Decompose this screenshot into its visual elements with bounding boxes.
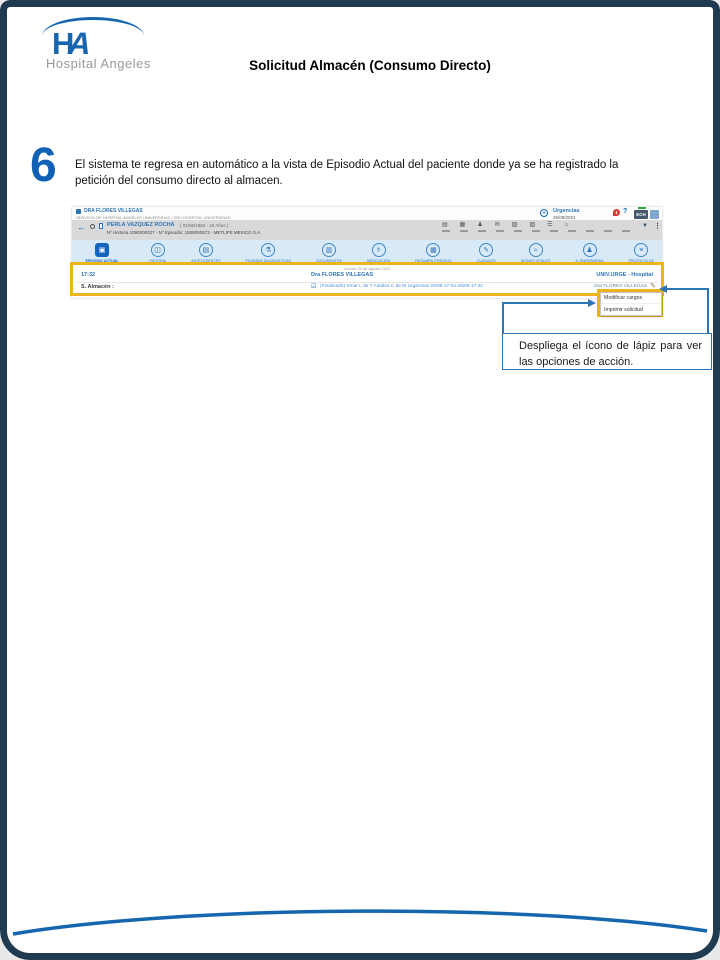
connector-line bbox=[667, 288, 708, 290]
record-unit: UNIV.URGE - Hospital bbox=[596, 272, 653, 278]
toolbar-icon-3[interactable]: ♟ bbox=[477, 222, 483, 228]
checkbox-icon[interactable]: ☑ bbox=[311, 284, 317, 290]
annotation-callout bbox=[502, 333, 712, 370]
area-label[interactable]: Urgencias bbox=[553, 208, 580, 214]
toolbar-icon-2[interactable]: ▦ bbox=[459, 222, 466, 228]
logged-doctor[interactable]: DRA FLORES VILLEGAS bbox=[84, 208, 143, 214]
app-icon bbox=[76, 209, 81, 214]
record-date-header: Jueves 25 de agosto 2022 bbox=[343, 266, 391, 271]
patient-bar bbox=[72, 220, 662, 240]
date-label: 25/08/2022 bbox=[553, 214, 576, 220]
pruebas-diagnosticas-icon: ⚗ bbox=[261, 243, 275, 257]
tab-label: CUIDADOS bbox=[476, 258, 496, 263]
tab-label: DOCUMENTOS bbox=[316, 258, 342, 263]
almacen-label: S. Almacén : bbox=[81, 284, 114, 290]
request-status[interactable]: (Finalizado) Smar L de T Adultos C de M Urgencias 25/08 17:04-25/08 17:32 bbox=[320, 284, 483, 289]
patient-age: ( 01/06/1982 - 40 Años ) bbox=[180, 222, 229, 228]
step-instruction: El sistema te regresa en automático a la vista de Episodio Actual del paciente donde ya se ha registrado la petición del consumo directo al almacen. bbox=[75, 159, 619, 188]
tab-pruebas-diagnosticas[interactable] bbox=[246, 243, 291, 263]
grid-icon[interactable] bbox=[650, 210, 659, 219]
toolbar-icon-1[interactable]: ▤ bbox=[442, 222, 448, 228]
connector-line bbox=[502, 302, 588, 304]
antecedentes-icon: ▤ bbox=[199, 243, 213, 257]
protocolos-icon: ≡ bbox=[634, 243, 648, 257]
patient-details: Nº Historia 1090000027 - Nº Episodio: 1508000673 - METLIFE MEXICO S.A. bbox=[107, 230, 262, 235]
record-signer: Dra FLORES VILLEGAS bbox=[594, 284, 647, 289]
toolbar-icon-6[interactable]: ▨ bbox=[529, 222, 536, 228]
tab-label: A. ENFERMERIA bbox=[575, 258, 604, 263]
arrow-to-menu bbox=[588, 299, 596, 307]
arrow-to-pencil bbox=[659, 285, 667, 293]
ech-badge[interactable]: ECH bbox=[634, 210, 648, 219]
step-number: 6 bbox=[30, 139, 57, 192]
plus-icon[interactable]: + bbox=[541, 210, 547, 217]
cuidados-icon: ✎ bbox=[479, 243, 493, 257]
tab-label: ANTECEDENTES bbox=[191, 258, 221, 263]
logo-wordmark: Hospital Angeles bbox=[46, 56, 151, 71]
record-time: 17:32 bbox=[81, 272, 96, 278]
tab-medicacion[interactable] bbox=[367, 243, 390, 263]
toolbar-icon-8[interactable]: ⌂ bbox=[564, 222, 569, 228]
back-icon[interactable]: ← bbox=[77, 222, 86, 232]
logo-h: H bbox=[52, 26, 70, 61]
tab-label: PRUEBAS DIAGNÓSTICAS bbox=[245, 258, 291, 263]
signos-vitales-icon: ≈ bbox=[529, 243, 543, 257]
tab-signos-vitales[interactable] bbox=[521, 243, 551, 263]
filter-icon[interactable]: ▼ bbox=[642, 223, 648, 229]
menu-item-modificar-cargos[interactable]: Modificar cargos bbox=[604, 295, 643, 302]
hospital-angeles-logo bbox=[52, 26, 92, 61]
help-icon[interactable]: ? bbox=[623, 208, 628, 215]
toolbar-icon-4[interactable]: ✉ bbox=[494, 222, 500, 228]
logo-a: A bbox=[65, 26, 92, 61]
highlighted-record bbox=[70, 262, 664, 296]
documentos-icon: ▥ bbox=[322, 243, 336, 257]
tab-label: RESUMEN EPISODIO bbox=[415, 258, 452, 263]
tab-label: EPISODIO ACTUAL bbox=[85, 258, 119, 263]
tab-label: MEDICACIÓN bbox=[367, 258, 391, 263]
tab-a-enfermeria[interactable] bbox=[576, 243, 604, 263]
tab-label: HISTORIA bbox=[149, 258, 167, 263]
connector-line bbox=[707, 288, 709, 333]
tab-protocolos[interactable] bbox=[629, 243, 654, 263]
actions-menu bbox=[600, 292, 662, 316]
connector-line bbox=[502, 302, 504, 333]
notification-icon[interactable]: 1 bbox=[613, 209, 620, 216]
status-indicator bbox=[638, 207, 646, 209]
episodio-actual-icon: ▣ bbox=[95, 243, 109, 257]
resumen-episodio-icon: ▦ bbox=[426, 243, 440, 257]
annotation-text: Despliega el ícono de lápiz para ver las opciones de acción. bbox=[519, 340, 702, 368]
app-topbar bbox=[72, 207, 662, 220]
page-title: Solicitud Almacén (Consumo Directo) bbox=[249, 58, 491, 73]
medicacion-icon: ⚕ bbox=[372, 243, 386, 257]
tab-antecedentes[interactable] bbox=[191, 243, 220, 263]
row-divider bbox=[77, 282, 657, 283]
patient-name[interactable]: PERLA VAZQUEZ ROCHA bbox=[107, 222, 175, 228]
kebab-menu-icon[interactable]: ⋮ bbox=[654, 223, 661, 230]
tab-historia[interactable] bbox=[149, 243, 166, 263]
tab-cuidados[interactable] bbox=[477, 243, 496, 263]
patient-toolbar bbox=[442, 222, 568, 228]
service-line: SERVICIO DE HOSPITAL ANGELES UNIVERSIDAD / SRV HOSPITAL UNIVERSIDAD bbox=[76, 215, 231, 220]
toolbar-labels bbox=[442, 230, 632, 232]
patient-doc-icon bbox=[99, 223, 103, 229]
menu-item-imprimir-solicitud[interactable]: Imprimir solicitud bbox=[601, 303, 661, 314]
tab-label: SIGNOS VITALES bbox=[520, 258, 551, 263]
record-doctor[interactable]: Dra FLORES VILLEGAS bbox=[311, 272, 374, 278]
historia-icon: ◫ bbox=[151, 243, 165, 257]
tab-label: PROTOCOLOS bbox=[628, 258, 654, 263]
enfermeria-icon: ♟ bbox=[583, 243, 597, 257]
pencil-icon[interactable]: ✎ bbox=[650, 283, 656, 290]
tab-resumen-episodio[interactable] bbox=[415, 243, 451, 263]
location-pin-icon[interactable] bbox=[90, 224, 95, 229]
toolbar-icon-5[interactable]: ▧ bbox=[511, 222, 518, 228]
menu-highlight-box bbox=[597, 289, 663, 317]
tab-documentos[interactable] bbox=[316, 243, 342, 263]
toolbar-icon-7[interactable]: ☰ bbox=[547, 222, 553, 228]
footer-swoosh bbox=[7, 893, 713, 939]
